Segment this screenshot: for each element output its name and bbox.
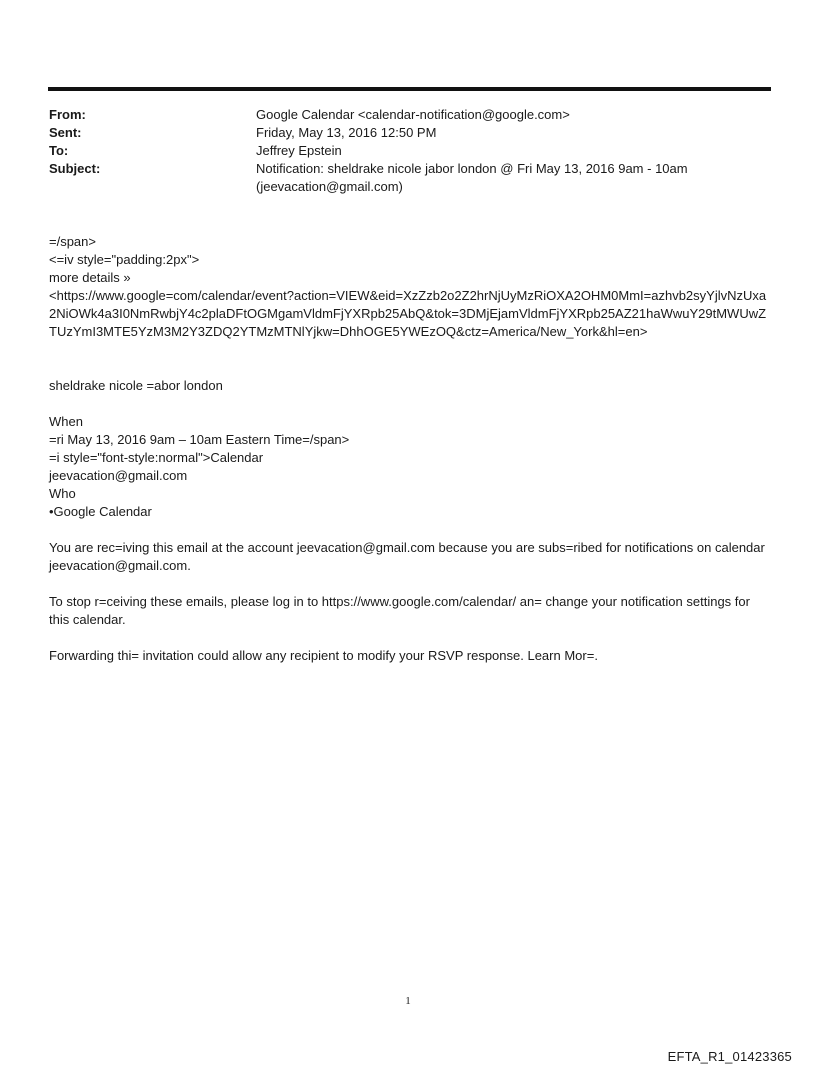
event-url[interactable]: <https://www.google=com/calendar/event?action=VIEW&eid=XzZzb2o2Z2hrNjUyMzRiOXA2OHM0MmI=azhvb2syYjlvNzUxa2NiOWk4a3I0NmRwbjY4c2plaDFtOGMgamVldmFjYXRpb25AbQ&tok=3DMjEjamVldmFjYXRpb25AZ21haWwuY29tMWUwZTUzYmI3MTE5YzM3M2Y3ZDQ2YTMzMTNlYjkw=DhhOGE5YWEzOQ&ctz=America/New_York&hl=en>	[49, 288, 767, 339]
from-label: From:	[49, 107, 86, 122]
to-label: To:	[49, 143, 69, 158]
to-row	[49, 142, 769, 160]
who-value: •Google Calendar	[49, 504, 152, 519]
event-title: sheldrake nicole =abor london	[49, 378, 223, 393]
page-number: 1	[405, 995, 411, 1007]
email-header	[49, 106, 769, 196]
email-body	[49, 233, 771, 665]
sent-label: Sent:	[49, 125, 82, 140]
from-row	[49, 106, 769, 124]
subject-line-2: (jeevacation@gmail.com)	[256, 179, 403, 194]
receiving-notice: You are rec=iving this email at the account jeevacation@gmail.com because you are subs=ribed for notifications on calendar jeevacation@gmail.com.	[49, 540, 765, 573]
document-id: EFTA_R1_01423365	[667, 1049, 792, 1064]
stop-notice: To stop r=ceiving these emails, please log in to https://www.google.com/calendar/ an= change your notification settings for this calendar.	[49, 594, 750, 627]
span-fragment: =/span>	[49, 234, 96, 249]
header-divider	[48, 87, 771, 91]
sent-row	[49, 124, 769, 142]
sent-value: Friday, May 13, 2016 12:50 PM	[256, 125, 437, 140]
subject-line-1: Notification: sheldrake nicole jabor london @ Fri May 13, 2016 9am - 10am	[256, 161, 688, 176]
calendar-email: jeevacation@gmail.com	[49, 468, 188, 483]
div-fragment: <=iv style="padding:2px">	[49, 252, 200, 267]
from-value: Google Calendar <calendar-notification@google.com>	[256, 107, 570, 122]
when-value: =ri May 13, 2016 9am – 10am Eastern Time=/span>	[49, 432, 350, 447]
subject-value	[256, 160, 769, 196]
calendar-line: =i style="font-style:normal">Calendar	[49, 450, 264, 465]
forward-notice: Forwarding thi= invitation could allow any recipient to modify your RSVP response. Learn Mor=.	[49, 648, 598, 663]
subject-label: Subject:	[49, 161, 101, 176]
subject-row	[49, 160, 769, 196]
who-label: Who	[49, 486, 76, 501]
when-label: When	[49, 414, 83, 429]
more-details-link[interactable]: more details »	[49, 270, 131, 285]
to-value: Jeffrey Epstein	[256, 143, 342, 158]
